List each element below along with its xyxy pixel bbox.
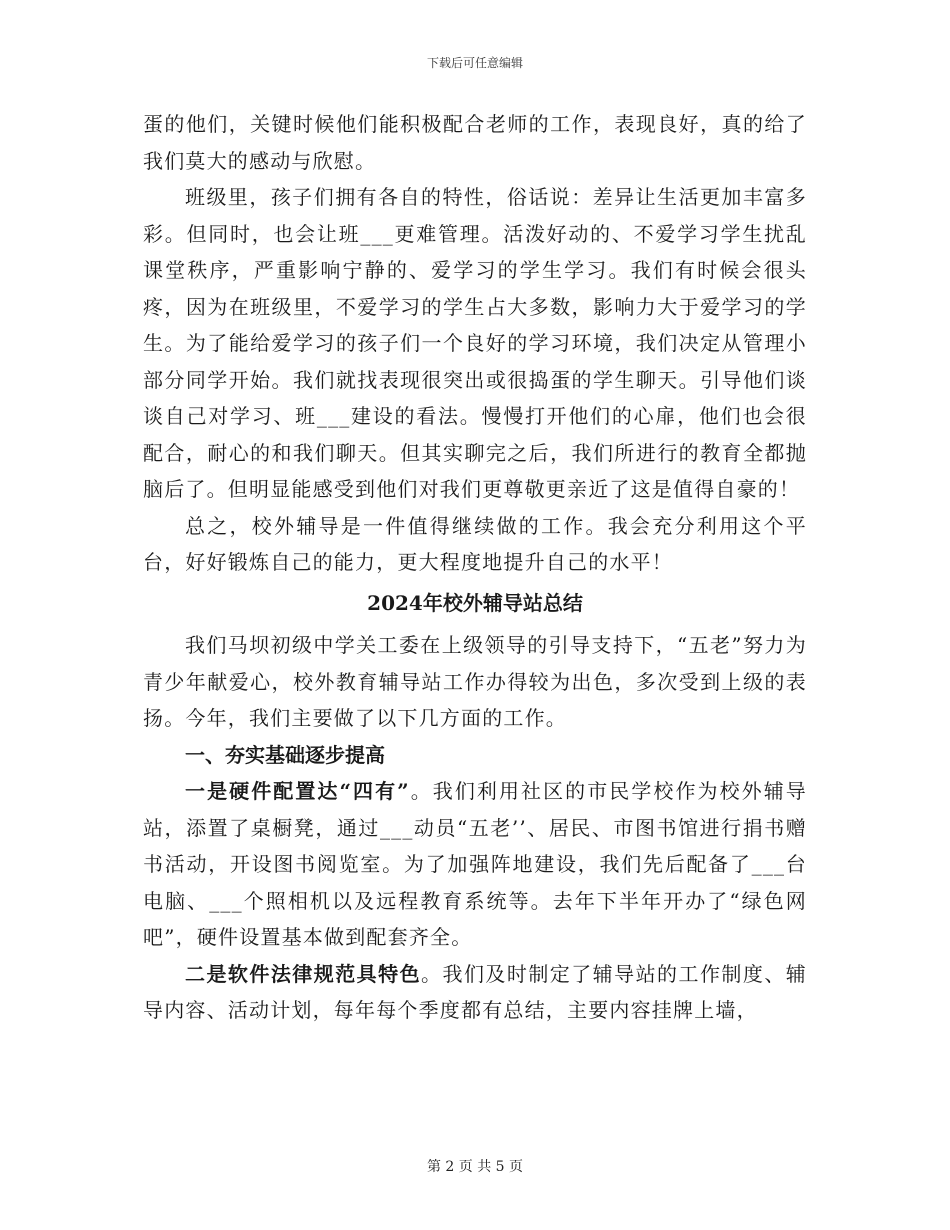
- item-software-lead: 二是软件法律规范具特色: [185, 961, 422, 986]
- item-hardware-lead: 一是硬件配置达“四有”: [185, 779, 410, 803]
- section-heading-1: 一、夯实基础逐步提高: [185, 742, 385, 767]
- item-hardware-text: 。我们利用社区的市民学校作为校外辅导站，添置了桌橱凳，通过___动员“五老’’、居民、市图书馆进行捐书赠书活动，开设图书阅览室。为了加强阵地建设，我们先后配备了___台电脑、___个照相机以及远程教育系统等。去年下半年开办了“绿色网吧”，硬件设置基本做到配套齐全。: [143, 779, 807, 949]
- item-software: [143, 956, 807, 1029]
- item-software-text: 。我们及时制定了辅导站的工作制度、辅导内容、活动计划，每年每个季度都有总结，主要内容挂牌上墙，: [143, 961, 807, 1022]
- paragraph-continuation: 蛋的他们，关键时候他们能积极配合老师的工作，表现良好，真的给了我们莫大的感动与欣慰。: [143, 112, 807, 173]
- page-header-note: 下载后可任意编辑: [426, 56, 523, 70]
- item-hardware: [143, 773, 807, 956]
- paragraph-class-management: 班级里，孩子们拥有各自的特性，俗话说：差异让生活更加丰富多彩。但同时，也会让班___更难管理。活泼好动的、不爱学习学生扰乱课堂秩序，严重影响宁静的、爱学习的学生学习。我们有时候会很头疼，因为在班级里，不爱学习的学生占大多数，影响力大于爱学习的学生。为了能给爱学习的孩子们一个良好的学习环境，我们决定从管理小部分同学开始。我们就找表现很突出或很捣蛋的学生聊天。引导他们谈谈自己对学习、班___建设的看法。慢慢打开他们的心扉，他们也会很配合，耐心的和我们聊天。但其实聊完之后，我们所进行的教育全都抛脑后了。但明显能感受到他们对我们更尊敬更亲近了这是值得自豪的！: [143, 185, 807, 501]
- page-number: 第 2 页 共 5 页: [426, 1159, 524, 1175]
- section-title: 2024年校外辅导站总结: [367, 590, 583, 615]
- document-body: [143, 106, 807, 1029]
- paragraph-conclusion: 总之，校外辅导是一件值得继续做的工作。我会充分利用这个平台，好好锻炼自己的能力，更大程度地提升自己的水平！: [143, 513, 807, 574]
- section-intro: 我们马坝初级中学关工委在上级领导的引导支持下，“五老”努力为青少年献爱心，校外教育辅导站工作办得较为出色，多次受到上级的表扬。今年，我们主要做了以下几方面的工作。: [143, 633, 807, 730]
